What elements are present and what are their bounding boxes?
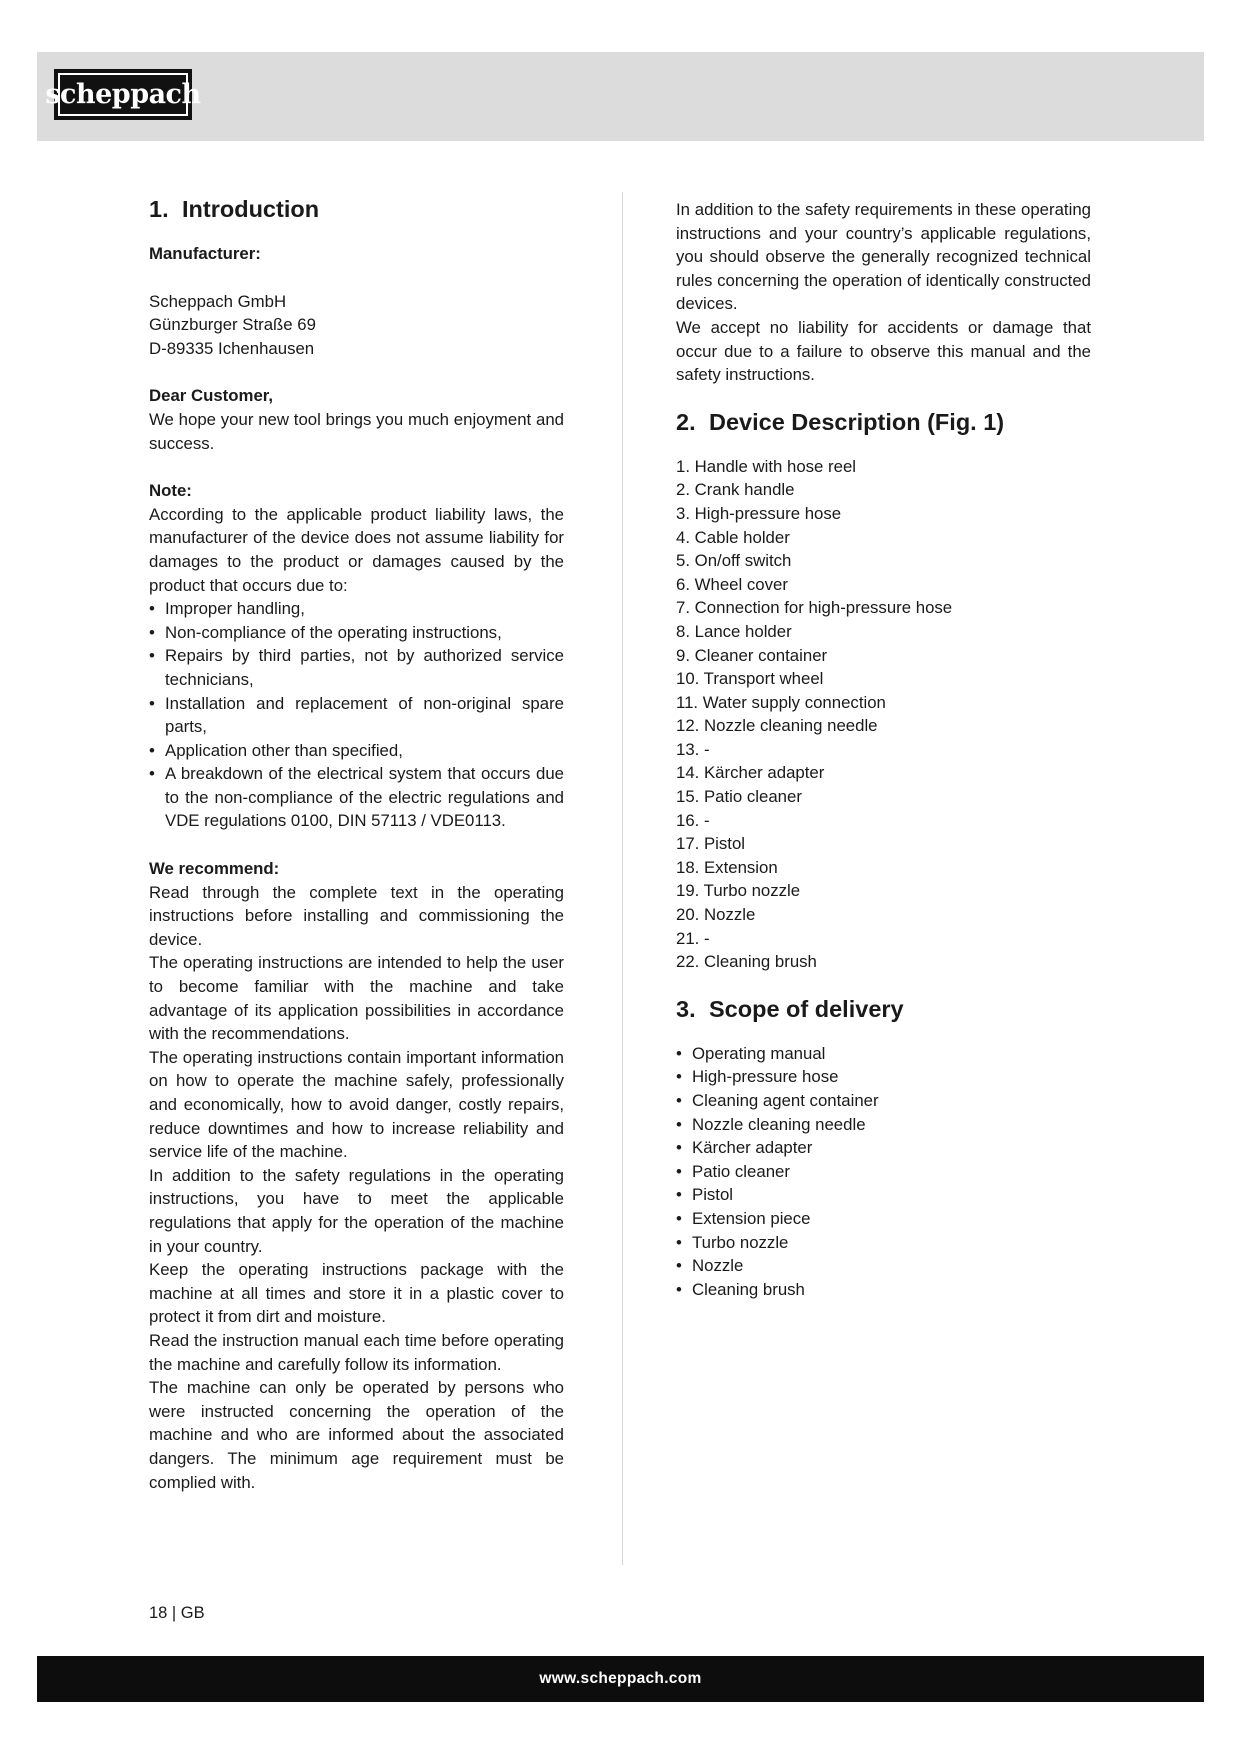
scheppach-logo <box>45 69 201 120</box>
recommend-paragraph: Read the instruction manual each time before operating the machine and carefully follow its information. <box>149 1330 564 1374</box>
dear-customer-text: We hope your new tool brings you much enjoyment and success. <box>149 409 564 453</box>
list-item: 7. Connection for high-pressure hose <box>676 598 953 618</box>
list-item: • A breakdown of the electrical system that occurs due to the non-compliance of the electric regulations and VDE regulations 0100, DIN 57113 / VDE0113. <box>149 762 564 833</box>
recommend-paragraph: Keep the operating instructions package with the machine at all times and store it in a plastic cover to protect it from dirt and moisture. <box>149 1260 564 1327</box>
list-item: 15. Patio cleaner <box>676 787 802 807</box>
list-item: 21. - <box>676 928 710 948</box>
list-item: 20. Nozzle <box>676 905 756 925</box>
note-text: According to the applicable product liability laws, the manufacturer of the device does not assume liability for damages to the product or damages caused by the product that occurs due to: <box>149 504 564 595</box>
list-item: • Pistol <box>676 1183 1091 1207</box>
page-number: 18 | GB <box>149 1604 205 1622</box>
list-item: • Repairs by third parties, not by authorized service technicians, <box>149 644 564 691</box>
manufacturer-address <box>149 290 564 361</box>
list-item: • High-pressure hose <box>676 1065 1091 1089</box>
scope-list <box>676 1042 1091 1302</box>
list-item: • Operating manual <box>676 1042 1091 1066</box>
list-item: 4. Cable holder <box>676 527 790 547</box>
list-item: 12. Nozzle cleaning needle <box>676 716 878 736</box>
list-item: 13. - <box>676 739 710 759</box>
list-item: • Improper handling, <box>149 597 564 621</box>
scope-of-delivery-heading: 3. Scope of delivery <box>676 995 904 1022</box>
list-item: 16. - <box>676 810 710 830</box>
list-item: • Non-compliance of the operating instructions, <box>149 621 564 645</box>
right-column <box>676 198 1091 1301</box>
footer-band <box>37 1656 1204 1702</box>
list-item: 8. Lance holder <box>676 621 792 641</box>
device-description-heading: 2. Device Description (Fig. 1) <box>676 408 1005 435</box>
list-item: • Cleaning brush <box>676 1278 1091 1302</box>
list-item: 14. Kärcher adapter <box>676 763 825 783</box>
liability-paragraph: We accept no liability for accidents or damage that occur due to a failure to observe this manual and the safety instructions. <box>676 317 1091 385</box>
recommend-paragraph: The operating instructions are intended to help the user to become familiar with the machine and take advantage of its application possibilities in accordance with the recommendations. <box>149 953 564 1044</box>
list-item: • Nozzle cleaning needle <box>676 1113 1091 1137</box>
list-item: • Installation and replacement of non-original spare parts, <box>149 692 564 739</box>
list-item: • Nozzle <box>676 1254 1091 1278</box>
logo-text: scheppach <box>45 79 201 110</box>
list-item: • Extension piece <box>676 1207 1091 1231</box>
intro-heading: 1. Introduction <box>149 196 320 222</box>
list-item: 22. Cleaning brush <box>676 952 817 972</box>
list-item: 19. Turbo nozzle <box>676 881 801 901</box>
list-item: 11. Water supply connection <box>676 692 886 712</box>
note-list <box>149 597 564 833</box>
company-name: Scheppach GmbH <box>149 291 287 311</box>
note-label: Note: <box>149 481 192 501</box>
list-item: 18. Extension <box>676 857 778 877</box>
list-item: 17. Pistol <box>676 834 746 854</box>
recommend-paragraph: The operating instructions contain important information on how to operate the machine safely, professionally and economically, how to avoid danger, costly repairs, reduce downtimes and how to increase reliability and service life of the machine. <box>149 1047 564 1162</box>
recommend-label: We recommend: <box>149 859 280 879</box>
column-divider <box>622 192 623 1565</box>
list-item: • Cleaning agent container <box>676 1089 1091 1113</box>
list-item: 2. Crank handle <box>676 480 795 500</box>
list-item: • Turbo nozzle <box>676 1231 1091 1255</box>
company-street: Günzburger Straße 69 <box>149 315 316 335</box>
list-item: • Patio cleaner <box>676 1160 1091 1184</box>
list-item: 9. Cleaner container <box>676 645 828 665</box>
list-item: 10. Transport wheel <box>676 669 824 689</box>
list-item: • Application other than specified, <box>149 739 564 763</box>
left-column <box>149 194 564 1494</box>
list-item: • Kärcher adapter <box>676 1136 1091 1160</box>
safety-paragraph: In addition to the safety requirements in these operating instructions and your country’s applicable regulations, you should observe the generally recognized technical rules concerning the operation of identically constructed devices. <box>676 200 1091 314</box>
website-link[interactable]: www.scheppach.com <box>539 1670 702 1687</box>
recommend-paragraph: In addition to the safety regulations in the operating instructions, you have to meet the applicable regulations that apply for the operation of the machine in your country. <box>149 1165 564 1256</box>
recommend-paragraph: The machine can only be operated by persons who were instructed concerning the operation of the machine and who are informed about the associated dangers. The minimum age requirement must be complied with. <box>149 1378 564 1492</box>
list-item: 5. On/off switch <box>676 551 792 571</box>
recommend-paragraph: Read through the complete text in the operating instructions before installing and commissioning the device. <box>149 882 564 949</box>
list-item: 6. Wheel cover <box>676 574 788 594</box>
list-item: 3. High-pressure hose <box>676 503 842 523</box>
device-parts-list <box>676 455 1091 974</box>
company-city: D-89335 Ichenhausen <box>149 338 315 358</box>
dear-customer-label: Dear Customer, <box>149 386 274 406</box>
manufacturer-label: Manufacturer: <box>149 244 261 263</box>
list-item: 1. Handle with hose reel <box>676 456 857 476</box>
header-band <box>37 52 1204 141</box>
